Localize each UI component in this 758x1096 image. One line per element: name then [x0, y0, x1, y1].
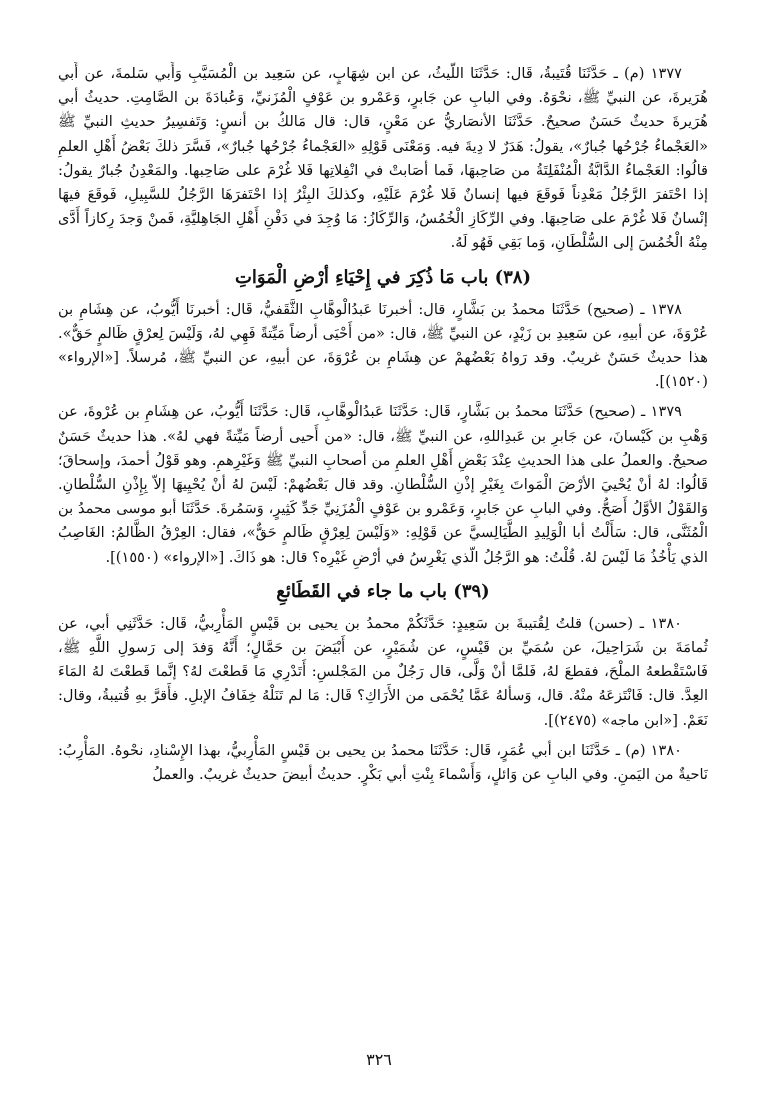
hadith-1377-continuation: ١٣٧٧ (م) ـ حَدَّثَنَا قُتَيبةُ، قَال: حَدَّثَنَا اللَّيثُ، عن ابن شِهَابٍ، عن سَعِيد بن الْمُسَيَّبِ وَأَبي سَلمةَ، عن أَبي هُرَيرةَ، عن النبيِّ ﷺ، نحْوَهُ. وفي البابِ عن جَابرٍ، وَعَمْرو بن عَوْفٍ الْمُزَنيِّ، وَعُبادَةَ بن الصَّامِتِ. حديثُ أبي هُرَيرةَ حديثٌ حَسَنٌ صحيحٌ. حَدَّثَنَا الأنصَاريُّ عن مَعْنٍ، قال: قال مَالكُ بن أنسٍ: وَتَفسِيرُ حديثِ النبيِّ ﷺ «العَجْماءُ جُرْحُها جُبارٌ»، يقولُ: هَدَرٌ لا دِيةَ فيه. وَمَعْنَى قَوْلِهِ «العَجْماءُ جُرْحُها جُبارٌ»، فَسَّرَ ذلكَ بَعْضُ أَهْلِ العلمِ قالُوا: العَجْماءُ الدَّابَّةُ الْمُنْفَلِتَةُ من صَاحِبهَا، فَما أصَابتْ في انْفِلاتِها فَلا غُرْمَ على صَاحِبها. والمَعْدِنُ جُبارٌ يقولُ: إذا احْتَفرَ الرَّجُلُ مَعْدِناً فَوقَعَ فيها إنسانٌ فَلا غُرْمَ عَلَيْهِ، وكذلكَ البِئْرُ إذا احْتَفرَهَا الرَّجُلُ للسَّبِيلِ، فَوقَعَ فيهَا إنْسانٌ فَلا غُرْمَ على صَاحِبهَا. وفي الرِّكَازِ الْخُمُسُ، وَالرِّكَازُ: مَا وُجِدَ في دَفْنِ أَهْلِ الجَاهِليَّةِ، فَمنْ وَجدَ رِكازاً أَدَّى مِنْهُ الْخُمُسَ إلى السُّلْطَانِ، وَما بَقِي فَهُو لَهُ. [58, 65, 708, 252]
hadith-1380-m: ١٣٨٠ (م) ـ حَدَّثَنَا ابن أبي عُمَرٍ، قَال: حَدَّثَنَا محمدُ بن يحيى بن قَيْسٍ المَأْرِبيُّ، بهذا الإِسْنادِ، نحْوهُ. المَأْرِبُ: نَاحيةٌ من اليَمنِ. وفي البابِ عن وَائلٍ، وَأَسْماءَ بِنْتِ أبي بَكْرٍ. حديثُ أبيضَ حديثٌ غريبٌ. والعملُ [58, 741, 708, 784]
hadith-1379: ١٣٧٩ ـ (صحيح) حَدَّثَنَا محمدُ بن بَشَّارٍ، قَال: حَدَّثَنَا عَبدُالْوهَّابِ، قَال: حَدَّثَنَا أَيُّوبُ، عن هِشَامِ بن عُرْوةَ، عن وَهْبِ بن كَيْسانَ، عن جَابرِ بن عَبدِاللهِ، عن النبيِّ ﷺ، قال: «من أَحيى أرضاً مَيِّتةً فهي لهُ». هذا حديثٌ حَسَنٌ صحيحٌ. والعملُ على هذا الحديثِ عِنْدَ بَعْضِ أَهْلِ العلمِ من أصحابِ النبيِّ ﷺ وَغَيْرِهمِ. وهو قَوْلُ أحمدَ، وإسحاقَ؛ قَالُوا: لهُ أنْ يُحْييَ الأرْضَ الْمَواتَ بِغَيْرِ إذْنِ السُّلْطانِ. وقد قال بَعْضُهمْ: لَيْسَ لهُ أنْ يُحْيِيهَا إلاّ بِإِذْنِ السُّلْطانِ. وَالقَوْلُ الأوَّلُ أَصَحُّ. وفي البابِ عن جَابرٍ، وَعَمْرو بن عَوْفٍ الْمُزَنِيِّ جَدِّ كَثِيرٍ، وَسَمُرةَ. حَدَّثَنَا أبو موسى محمدُ بن الْمُثَنَّى، قال: سَأَلْتُ أبا الْوَلِيدِ الطَّيَالِسيَّ عن قَوْلِهِ: «وَلَيْسَ لِعِرْقٍ ظَالمٍ حَقٌّ»، فقال: العِرْقُ الظَّالمُ: الغَاصِبُ الذي يَأْخُذُ مَا لَيْسَ لهُ. قُلْتُ: هو الرَّجُلُ الّذي يَغْرِسُ في أرْضِ غَيْرِه؟ قال: هو ذَاكَ. [«الإرواء» (١٥٥٠)]. [58, 403, 708, 566]
page-body [58, 62, 708, 1082]
chapter-heading-39: (٣٩) باب ما جاء في القَطَائعِ [276, 580, 490, 602]
hadith-1378: ١٣٧٨ ـ (صحيح) حَدَّثَنَا محمدُ بن بَشَّارٍ، قال: أخبرنَا عَبدُالْوهَّابِ الثَّقَفيُّ، قَال: أخبرنَا أَيُّوبُ، عن هِشَامِ بن عُرْوَةَ، عن أبيهِ، عن سَعِيدِ بن زَيْدٍ، عن النبيِّ ﷺ، قال: «من أَحْيَى أرضاً مَيِّتةً فَهِي لهُ، وَلَيْسَ لِعرْقٍ ظَالمٍ حَقٌّ». هذا حديثٌ حَسَنٌ غريبٌ. وقد رَواهُ بَعْضُهمْ عن هِشَامِ بن عُرْوَةَ، عن أبيهِ، عن النبيِّ ﷺ، مُرسلاً. [«الإرواء» (١٥٢٠)]. [58, 300, 708, 391]
page-number: ٣٢٦ [366, 1050, 392, 1069]
chapter-heading-38: (٣٨) باب مَا ذُكِرَ في إِحْيَاءِ أرْضِ الْمَوَاتِ [234, 266, 532, 288]
hadith-1380: ١٣٨٠ ـ (حسن) قلتُ لِقُتيبةَ بن سَعِيدٍ: حَدَّثَكُمْ محمدُ بن يحيى بن قَيْسٍ المَأْرِبيُّ، قَال: حَدَّثَنِي أبي، عن ثُمامَةَ بن شَرَاحِيلَ، عن سُمَيِّ بن قَيْسٍ، عن شُمَيْرٍ، عن أَبْيَضَ بن حَمَّالٍ؛ أَنَّهُ وَفدَ إلى رَسولِ اللَّهِ ﷺ، فَاسْتَقْطعهُ الملْحَ، فقطعَ لهُ، فَلمَّا أنْ وَلَّى، قال رَجُلٌ من المَجْلسِ: أَتَدْرِي مَا قَطعْتَ لهُ؟ إنَّما قَطعْتَ لهُ المَاءَ العِدَّ. قال: فَانْتَزعَهُ منْهُ. قال، وَسألهُ عَمَّا يُحْمَى من الأَرَاكِ؟ قَال: مَا لم تَنَلْهُ خِفَافُ الإبلِ. فأَقرَّ بهِ قُتيبةُ، وقال: نَعَمْ. [«ابن ماجه» (٢٤٧٥)]. [58, 614, 708, 729]
